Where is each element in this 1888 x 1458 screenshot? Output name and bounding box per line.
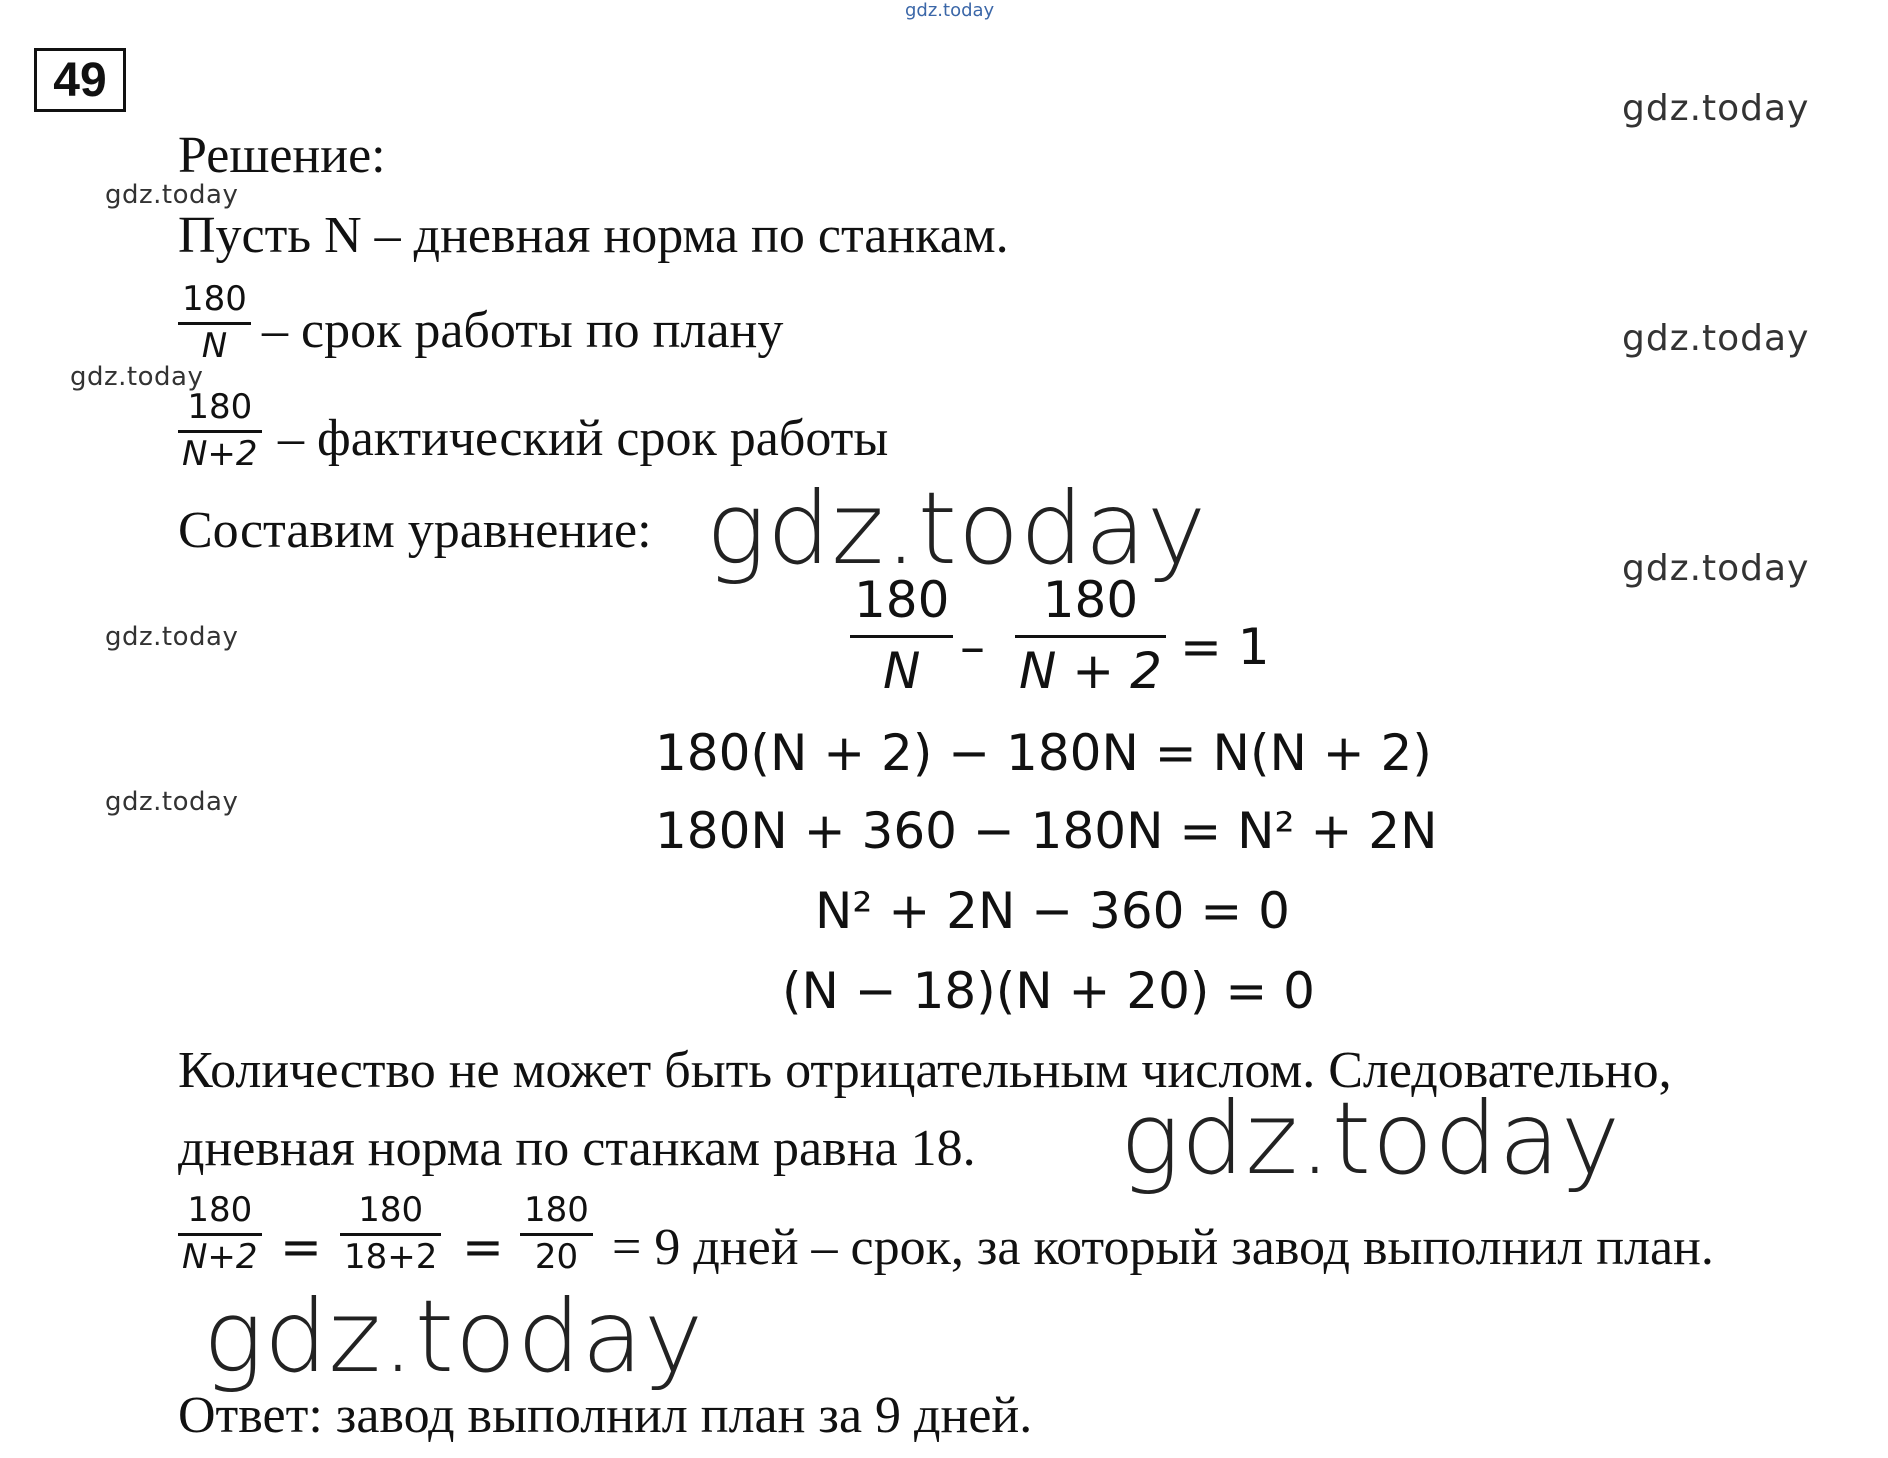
actual-numerator: 180 xyxy=(187,387,253,427)
conclusion-line-2: дневная норма по станкам равна 18. xyxy=(178,1120,976,1177)
equation-left-numerator: 180 xyxy=(854,571,950,629)
problem-number: 49 xyxy=(53,53,107,107)
final-fraction-1-denominator: N+2 xyxy=(182,1237,258,1277)
watermark-left-2: gdz.today xyxy=(70,362,204,392)
intro-text: Пусть N – дневная норма по станкам. xyxy=(178,207,1009,264)
watermark-big-3: gdz.today xyxy=(203,1278,705,1395)
watermark-right-2: gdz.today xyxy=(1622,318,1810,359)
equation-right-fraction xyxy=(1015,571,1166,700)
final-fraction-2-numerator: 180 xyxy=(358,1190,424,1230)
solution-heading: Решение: xyxy=(178,127,386,184)
final-equals-1: = xyxy=(280,1218,322,1276)
actual-denominator: N+2 xyxy=(182,434,258,474)
watermark-right-1: gdz.today xyxy=(1622,88,1810,129)
final-result-text: = 9 дней – срок, за который завод выполнил план. xyxy=(612,1219,1714,1276)
final-fraction-3 xyxy=(520,1190,593,1277)
equation-label: Составим уравнение: xyxy=(178,502,652,559)
final-fraction-1-numerator: 180 xyxy=(187,1190,253,1230)
answer-text: Ответ: завод выполнил план за 9 дней. xyxy=(178,1387,1033,1444)
plan-denominator: N xyxy=(201,326,228,366)
watermark-left-3: gdz.today xyxy=(105,622,239,652)
equation-right-numerator: 180 xyxy=(1042,571,1139,629)
watermark-top: gdz.today xyxy=(905,0,995,21)
final-fraction-2-denominator: 18+2 xyxy=(344,1237,438,1277)
step-2: 180N + 360 − 180N = N² + 2N xyxy=(655,802,1438,860)
actual-fraction xyxy=(178,387,262,474)
final-fraction-1 xyxy=(178,1190,262,1277)
plan-numerator: 180 xyxy=(182,279,247,319)
conclusion-line-1: Количество не может быть отрицательным числом. Следовательно, xyxy=(178,1042,1672,1099)
step-4: (N − 18)(N + 20) = 0 xyxy=(782,962,1315,1020)
watermark-right-3: gdz.today xyxy=(1622,548,1810,589)
equation-right-denominator: N + 2 xyxy=(1019,642,1162,700)
final-fraction-2 xyxy=(340,1190,441,1277)
final-equals-2: = xyxy=(462,1218,504,1276)
final-fraction-3-denominator: 20 xyxy=(534,1237,579,1277)
equation-rhs: = 1 xyxy=(1180,618,1270,676)
equation-minus: – xyxy=(960,618,985,676)
problem-number-box xyxy=(34,48,126,112)
watermark-big-2: gdz.today xyxy=(1120,1080,1622,1197)
step-3: N² + 2N − 360 = 0 xyxy=(815,882,1290,940)
watermark-big-1: gdz.today xyxy=(706,470,1208,587)
plan-fraction xyxy=(178,279,251,366)
step-1: 180(N + 2) − 180N = N(N + 2) xyxy=(655,724,1432,782)
watermark-left-4: gdz.today xyxy=(105,787,239,817)
equation-left-denominator: N xyxy=(883,642,921,700)
final-fraction-3-numerator: 180 xyxy=(524,1190,589,1230)
equation-left-fraction xyxy=(850,571,953,700)
plan-term-text: – срок работы по плану xyxy=(262,302,784,359)
watermark-left-1: gdz.today xyxy=(105,180,239,210)
actual-term-text: – фактический срок работы xyxy=(278,410,889,467)
